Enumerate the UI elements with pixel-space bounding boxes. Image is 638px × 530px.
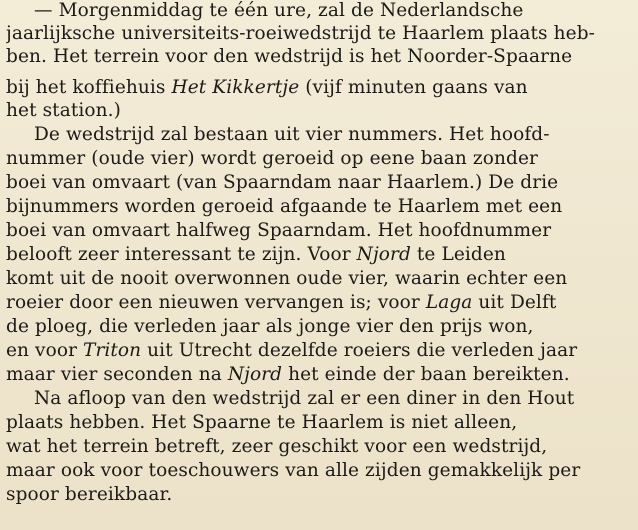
text-line [34, 123, 630, 146]
text-segment: spoor bereikbaar. [6, 484, 173, 505]
text-segment: belooft zeer interessant te zijn. Voor [6, 244, 357, 265]
text-segment: De wedstrijd zal bestaan uit vier nummers. Het hoofd- [34, 124, 550, 145]
text-segment: nummer (oude vier) wordt geroeid op eene baan zonder [6, 148, 538, 169]
text-line [6, 243, 630, 266]
text-segment: boei van omvaart (van Spaarndam naar Haarlem.) De drie [6, 172, 559, 193]
text-line [6, 45, 630, 68]
text-segment: de ploeg, die verleden jaar als jonge vier den prijs won, [6, 316, 534, 337]
text-segment: te Leiden [410, 244, 506, 265]
text-line [6, 22, 630, 45]
text-line [6, 315, 630, 338]
text-line [6, 171, 630, 194]
text-segment: Na afloop van den wedstrijd zal er een diner in den Hout [34, 388, 575, 409]
text-segment: (vijf minuten gaans van [299, 77, 528, 98]
text-line [6, 435, 630, 458]
text-segment: boei van omvaart halfweg Spaarndam. Het hoofdnummer [6, 220, 552, 241]
text-segment: bijnummers worden geroeid afgaande te Haarlem met een [6, 196, 563, 217]
text-segment: roeier door een nieuwen vervangen is; voor [6, 292, 426, 313]
text-segment: wat het terrein betreft, zeer geschikt voor een wedstrijd, [6, 436, 548, 457]
italic-name: Njord [356, 244, 411, 265]
text-line [6, 147, 630, 170]
text-segment: maar ook voor toeschouwers van alle zijden gemakkelijk per [6, 460, 581, 481]
text-line [6, 219, 630, 242]
text-line [6, 291, 630, 314]
italic-name: Triton [83, 340, 142, 361]
text-line [6, 195, 630, 218]
text-line [6, 267, 630, 290]
text-segment: en voor [6, 340, 83, 361]
italic-name: Njord [227, 364, 283, 385]
text-segment: plaats hebben. Het Spaarne te Haarlem is niet alleen, [6, 412, 518, 433]
text-segment: bij het koffiehuis [6, 77, 172, 98]
text-line [34, 387, 630, 410]
text-line [6, 459, 630, 482]
text-segment: ben. Het terrein voor den wedstrijd is het Noorder-Spaarne [6, 46, 573, 67]
text-line [6, 363, 630, 386]
text-line [6, 99, 630, 122]
text-line [6, 411, 630, 434]
text-segment: het station.) [6, 100, 121, 121]
text-segment: — Morgenmiddag te één ure, zal de Nederlandsche [34, 0, 524, 21]
text-line [6, 76, 630, 99]
text-segment: uit Delft [472, 292, 557, 313]
text-line [6, 339, 630, 362]
italic-name: Het Kikkertje [171, 77, 300, 98]
text-segment: maar vier seconden na [6, 364, 228, 385]
text-segment: het einde der baan bereikten. [282, 364, 570, 385]
text-segment: jaarlijksche universiteits-roeiwedstrijd te Haarlem plaats heb- [6, 23, 595, 44]
text-line [6, 483, 630, 506]
text-line [34, 0, 630, 22]
italic-name: Laga [425, 292, 473, 313]
text-segment: komt uit de nooit overwonnen oude vier, waarin echter een [6, 268, 568, 289]
text-segment: uit Utrecht dezelfde roeiers die verleden jaar [141, 340, 578, 361]
